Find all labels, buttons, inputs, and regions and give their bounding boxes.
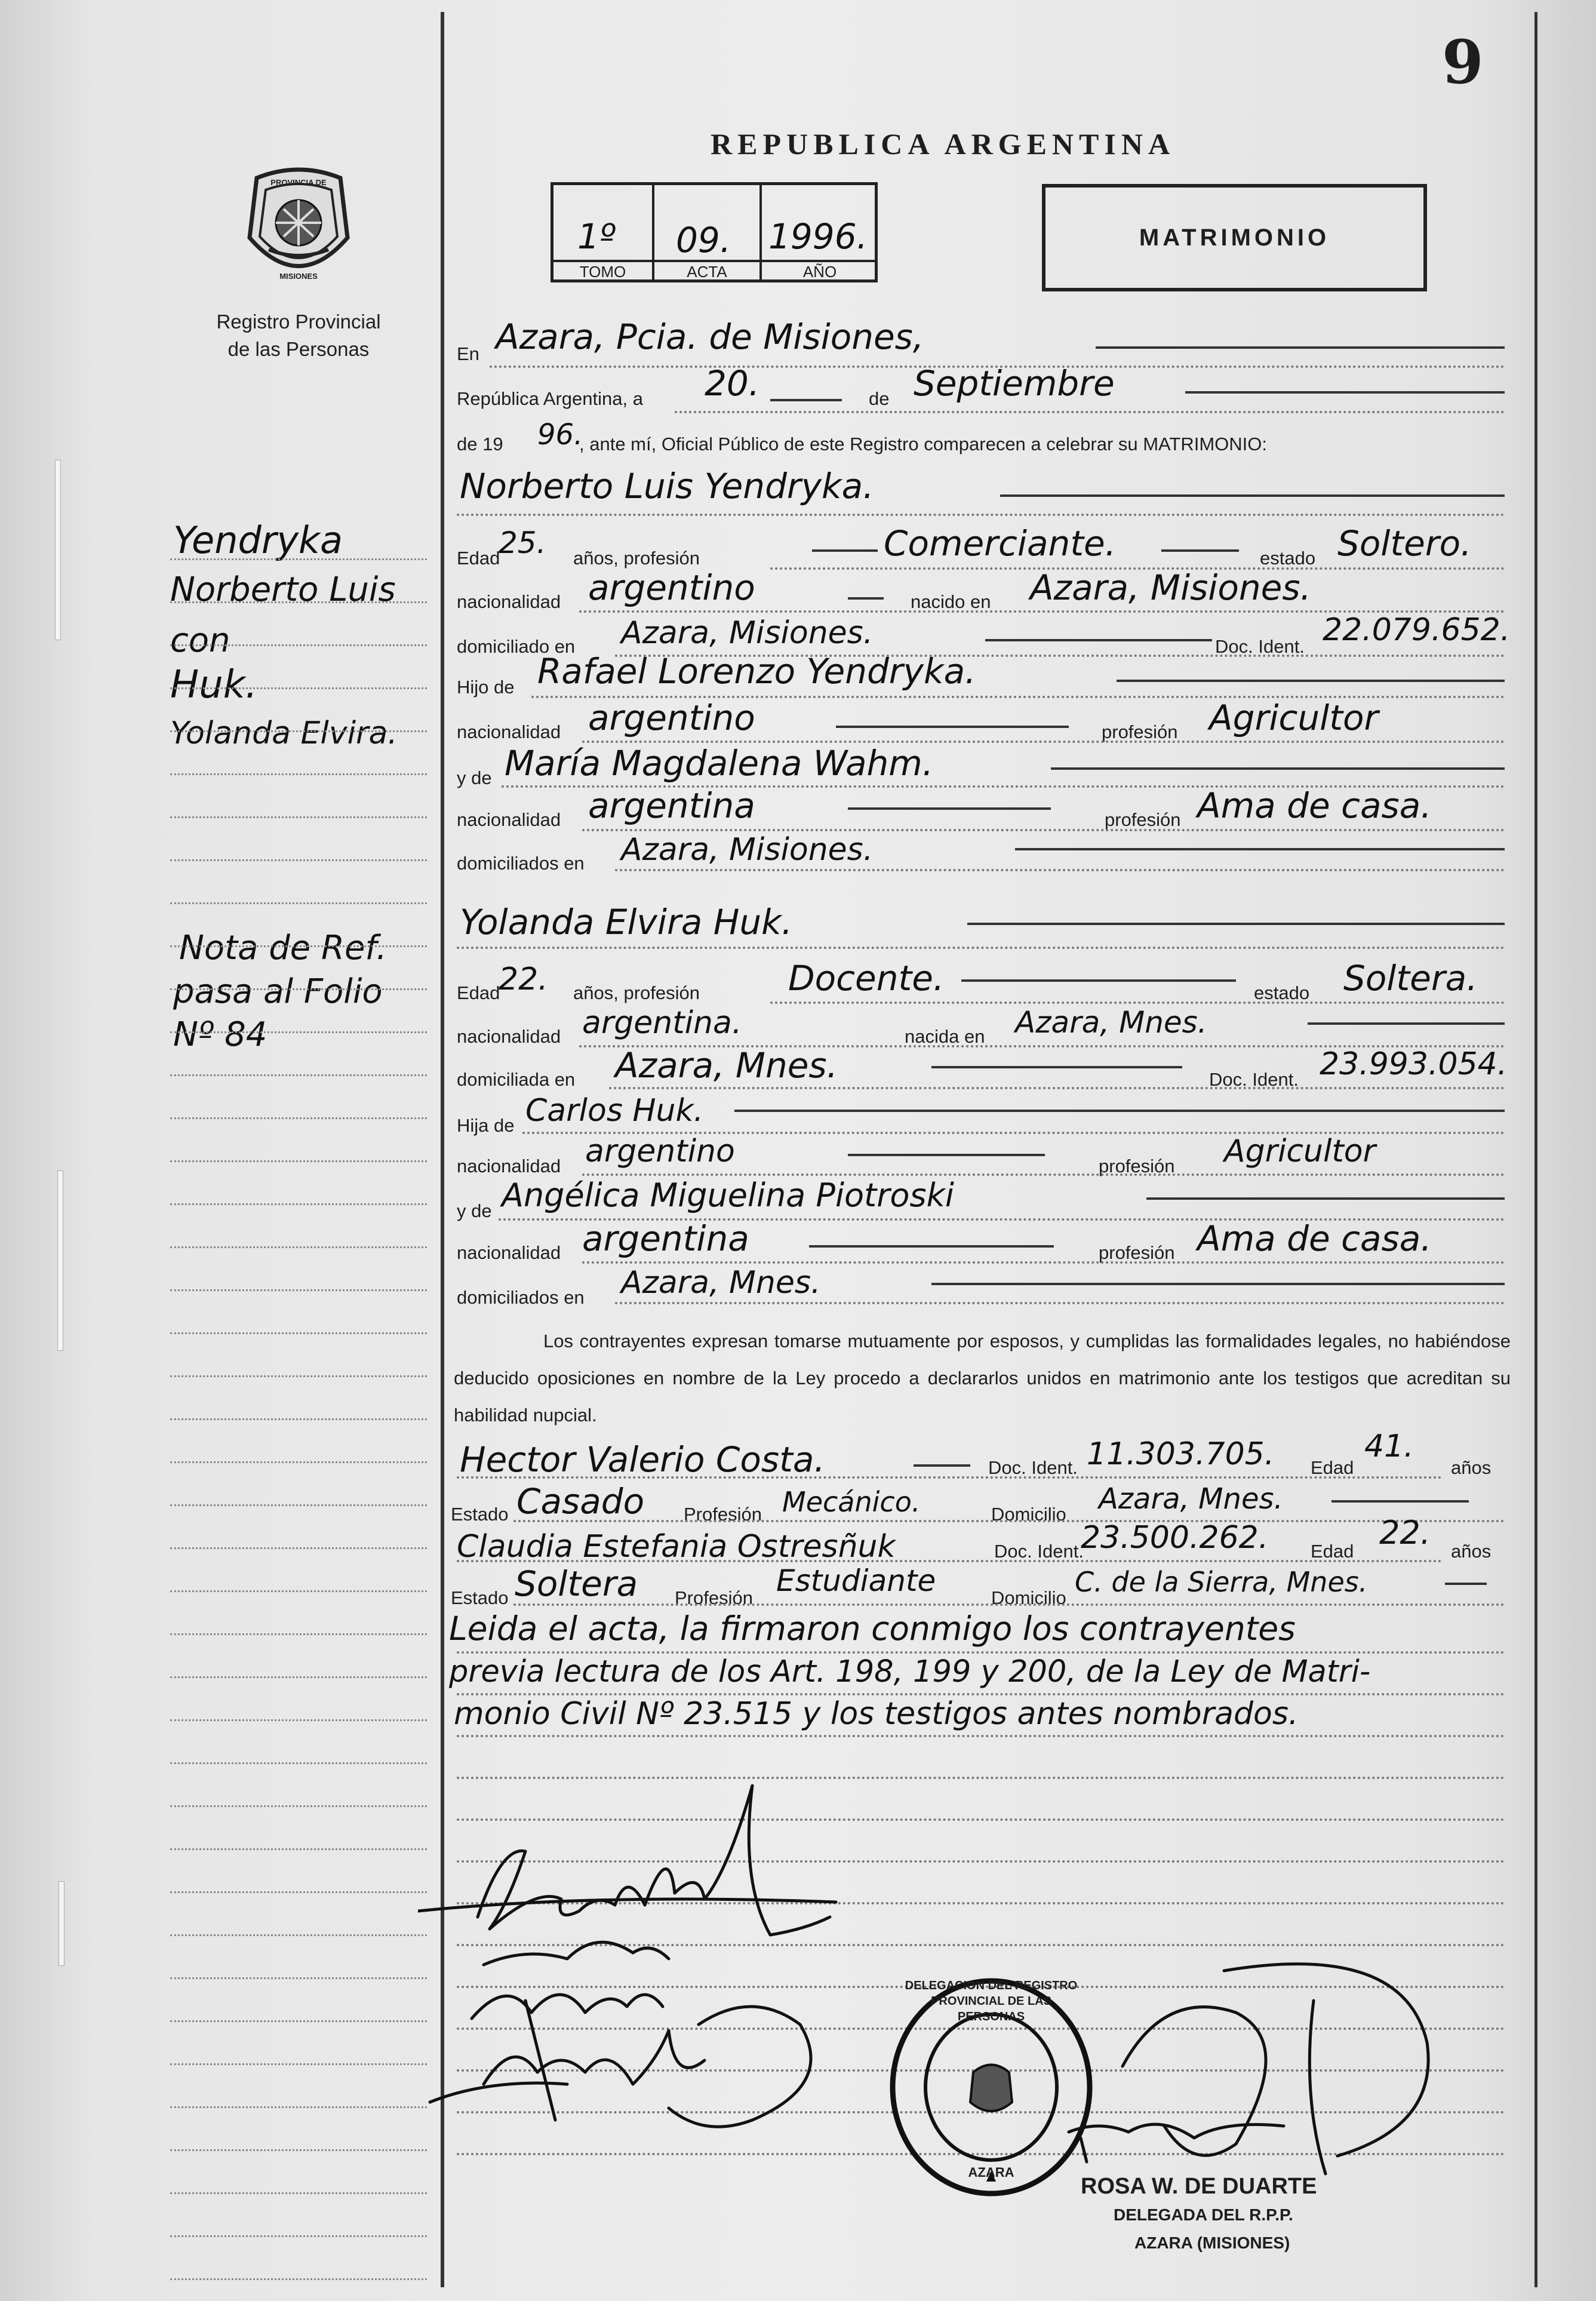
stamp-ring-text: DELEGACION DEL REGISTRO PROVINCIAL DE LAS PERSONAS bbox=[905, 1979, 1078, 2023]
rule bbox=[457, 1476, 1442, 1479]
rule bbox=[513, 1520, 1505, 1522]
bride-mother-nationality: argentina bbox=[582, 1218, 749, 1259]
margin-bride-names: Yolanda Elvira. bbox=[170, 715, 398, 751]
ano-value: 1996. bbox=[768, 216, 868, 257]
rule bbox=[848, 807, 1051, 810]
witness2-domicile: C. de la Sierra, Mnes. bbox=[1075, 1566, 1368, 1598]
margin-rule bbox=[170, 1676, 427, 1678]
margin-rule bbox=[170, 1934, 427, 1936]
rule bbox=[848, 597, 884, 600]
closing-line-3: monio Civil Nº 23.515 y los testigos antes nombrados. bbox=[454, 1696, 1299, 1732]
act-place: Azara, Pcia. de Misiones, bbox=[496, 317, 924, 357]
rule bbox=[457, 1651, 1505, 1654]
margin-rule bbox=[170, 1375, 427, 1377]
margin-rule bbox=[170, 2192, 427, 2194]
official-title: DELEGADA DEL R.P.P. bbox=[1114, 2205, 1293, 2224]
margin-rule bbox=[170, 1762, 427, 1764]
margin-con: con bbox=[170, 621, 230, 660]
declaration-text: Los contrayentes expresan tomarse mutuamente por esposos, y cumplidas las formalidades legales, no habiéndose deducido oposiciones en nombre de la Ley procedo a declararlos unidos en matrimonio ante los testigos que acreditan su habilidad nupcial. bbox=[454, 1331, 1511, 1426]
bride-born: Azara, Mnes. bbox=[1015, 1005, 1207, 1040]
rule bbox=[457, 1693, 1505, 1695]
acta-value: 09. bbox=[676, 220, 731, 260]
bride-name: Yolanda Elvira Huk. bbox=[460, 902, 793, 942]
witness2-doc-label: Doc. Ident. bbox=[994, 1541, 1084, 1562]
margin-rule bbox=[170, 1805, 427, 1807]
groom-parents-dom-label: domiciliados en bbox=[457, 853, 585, 874]
witness2-name: Claudia Estefania Ostresñuk bbox=[457, 1529, 896, 1565]
bride-profession-label: años, profesión bbox=[573, 982, 700, 1003]
official-name: ROSA W. DE DUARTE bbox=[1081, 2174, 1317, 2199]
margin-rule bbox=[170, 1117, 427, 1119]
seal-text-top: PROVINCIA DE bbox=[270, 178, 327, 187]
groom-and-label: y de bbox=[457, 767, 492, 788]
groom-mother-nat-label: nacionalidad bbox=[457, 809, 561, 830]
margin-rule bbox=[170, 601, 427, 603]
groom-nationality: argentino bbox=[588, 567, 755, 608]
seal-text-bottom: MISIONES bbox=[279, 272, 318, 281]
country-title: REPUBLICA ARGENTINA bbox=[711, 127, 1176, 161]
binding-thread bbox=[57, 1171, 63, 1351]
bride-father-nat-label: nacionalidad bbox=[457, 1156, 561, 1176]
bride-born-label: nacida en bbox=[905, 1026, 985, 1047]
margin-rule bbox=[170, 1418, 427, 1420]
groom-status: Soltero. bbox=[1337, 523, 1472, 564]
closing-line-2: previa lectura de los Art. 198, 199 y 200, de la Ley de Matri- bbox=[449, 1654, 1371, 1689]
binding-thread bbox=[59, 1881, 64, 1966]
margin-rule bbox=[170, 1848, 427, 1850]
margin-rule bbox=[170, 816, 427, 818]
act-intro-text: , ante mí, Oficial Público de este Registro comparecen a celebrar su MATRIMONIO: bbox=[579, 434, 1268, 454]
witness1-doc: 11.303.705. bbox=[1087, 1436, 1275, 1472]
rule bbox=[931, 1283, 1505, 1285]
witness2-dom-label: Domicilio bbox=[991, 1587, 1066, 1608]
margin-rule bbox=[170, 988, 427, 990]
witness2-signature bbox=[484, 2030, 705, 2084]
margin-rule bbox=[170, 1332, 427, 1334]
groom-born-label: nacido en bbox=[911, 591, 991, 612]
bride-nationality: argentina. bbox=[582, 1005, 742, 1041]
margin-bride-surname: Huk. bbox=[170, 663, 258, 707]
groom-doc-label: Doc. Ident. bbox=[1215, 636, 1305, 657]
rule bbox=[961, 979, 1236, 982]
groom-domicile-label: domiciliado en bbox=[457, 636, 576, 657]
bride-mother: Angélica Miguelina Piotroski bbox=[502, 1176, 954, 1214]
margin-rule bbox=[170, 1203, 427, 1205]
registry-line-1: Registro Provincial bbox=[216, 311, 381, 333]
bride-father-prof-label: profesión bbox=[1099, 1156, 1175, 1176]
bride-status: Soltera. bbox=[1343, 958, 1478, 999]
margin-rule bbox=[170, 1246, 427, 1248]
witness1-age-label: Edad bbox=[1311, 1457, 1354, 1478]
bride-mother-nat-label: nacionalidad bbox=[457, 1242, 561, 1263]
margin-rule bbox=[170, 2149, 427, 2151]
rule bbox=[770, 1001, 1505, 1004]
rule bbox=[967, 923, 1505, 925]
bride-father: Carlos Huk. bbox=[525, 1093, 704, 1129]
groom-parents-domicile: Azara, Misiones. bbox=[621, 832, 874, 868]
groom-signature bbox=[478, 1786, 830, 1935]
rule bbox=[513, 1603, 1505, 1606]
rule bbox=[582, 1261, 1505, 1264]
margin-rule bbox=[170, 687, 427, 689]
witness2-age-label: Edad bbox=[1311, 1541, 1354, 1562]
rule bbox=[985, 639, 1212, 641]
year-prefix: de 19 bbox=[457, 434, 503, 454]
rule bbox=[1308, 1022, 1505, 1025]
record-box bbox=[551, 182, 878, 282]
rule bbox=[457, 947, 1505, 949]
groom-profession-label: años, profesión bbox=[573, 548, 700, 569]
bride-child-label: Hija de bbox=[457, 1115, 515, 1136]
witness1-dom-label: Domicilio bbox=[991, 1504, 1066, 1525]
act-year-suffix: 96. bbox=[537, 418, 583, 451]
acta-label: ACTA bbox=[687, 263, 727, 281]
margin-rule bbox=[170, 1977, 427, 1979]
rule bbox=[1117, 680, 1505, 682]
margin-rule bbox=[170, 2063, 427, 2065]
margin-rule bbox=[170, 945, 427, 947]
margin-rule bbox=[170, 1504, 427, 1506]
witness1-profession: Mecánico. bbox=[782, 1486, 921, 1518]
bride-parents-dom-label: domiciliados en bbox=[457, 1287, 585, 1308]
rule bbox=[1185, 391, 1505, 394]
witness1-doc-label: Doc. Ident. bbox=[988, 1457, 1078, 1478]
rule bbox=[1000, 494, 1505, 497]
rule bbox=[848, 1154, 1045, 1156]
act-month: Septiembre bbox=[914, 363, 1115, 404]
witness2-years-label: años bbox=[1451, 1541, 1492, 1562]
rule bbox=[457, 1735, 1505, 1737]
margin-ref-note-2: pasa al Folio bbox=[173, 972, 383, 1011]
margin-rule bbox=[170, 902, 427, 904]
margin-rule bbox=[170, 1719, 427, 1721]
groom-age: 25. bbox=[499, 526, 546, 560]
groom-name: Norberto Luis Yendryka. bbox=[460, 466, 874, 506]
witness1-domicile: Azara, Mnes. bbox=[1099, 1482, 1283, 1516]
rule bbox=[1161, 549, 1239, 552]
rule bbox=[734, 1110, 1505, 1112]
margin-given-names: Norberto Luis bbox=[170, 570, 396, 609]
margin-rule bbox=[170, 1461, 427, 1463]
groom-father: Rafael Lorenzo Yendryka. bbox=[537, 651, 976, 692]
witness2-doc: 23.500.262. bbox=[1081, 1520, 1269, 1556]
rule bbox=[615, 869, 1505, 871]
rule bbox=[675, 411, 1505, 413]
groom-father-profession: Agricultor bbox=[1209, 698, 1379, 738]
groom-domicile: Azara, Misiones. bbox=[621, 615, 874, 651]
closing-line-1: Leida el acta, la firmaron conmigo los contrayentes bbox=[449, 1609, 1296, 1648]
groom-mother: María Magdalena Wahm. bbox=[505, 743, 934, 784]
margin-surname: Yendryka bbox=[173, 518, 343, 562]
rule bbox=[582, 829, 1505, 831]
groom-nationality-label: nacionalidad bbox=[457, 591, 561, 612]
rule bbox=[770, 399, 842, 401]
margin-rule bbox=[170, 2106, 427, 2108]
page-number: 9 bbox=[1442, 27, 1484, 97]
rule bbox=[615, 1302, 1505, 1304]
rule bbox=[1096, 346, 1505, 349]
groom-mother-nationality: argentina bbox=[588, 785, 755, 826]
margin-rule bbox=[170, 1633, 427, 1635]
margin-ref-note-1: Nota de Ref. bbox=[179, 929, 387, 967]
margin-rule bbox=[170, 2020, 427, 2022]
bride-doc: 23.993.054. bbox=[1320, 1046, 1508, 1082]
bride-and-label: y de bbox=[457, 1200, 492, 1221]
act-day: 20. bbox=[705, 363, 760, 404]
groom-profession: Comerciante. bbox=[884, 523, 1117, 564]
groom-father-nationality: argentino bbox=[588, 698, 755, 738]
rule bbox=[582, 1173, 1505, 1176]
bride-age-label: Edad bbox=[457, 982, 500, 1003]
groom-born: Azara, Misiones. bbox=[1030, 567, 1311, 608]
witness1-age: 41. bbox=[1364, 1428, 1414, 1464]
bride-domicile-label: domiciliada en bbox=[457, 1069, 576, 1090]
bride-mother-profession: Ama de casa. bbox=[1197, 1218, 1432, 1259]
record-type-box bbox=[1042, 184, 1427, 291]
right-margin-line bbox=[1535, 12, 1537, 2287]
margin-rule bbox=[170, 1891, 427, 1893]
margin-rule bbox=[170, 1289, 427, 1291]
witness1-name: Hector Valerio Costa. bbox=[460, 1439, 825, 1480]
rule bbox=[1015, 848, 1505, 850]
margin-rule bbox=[170, 1074, 427, 1076]
witness1-years-label: años bbox=[1451, 1457, 1492, 1478]
witness2-profession: Estudiante bbox=[776, 1563, 936, 1598]
margin-rule bbox=[170, 2278, 427, 2280]
groom-doc: 22.079.652. bbox=[1323, 612, 1511, 648]
rule bbox=[457, 514, 1505, 516]
groom-age-label: Edad bbox=[457, 548, 500, 569]
groom-child-label: Hijo de bbox=[457, 677, 515, 698]
ano-label: AÑO bbox=[802, 263, 837, 281]
bride-nationality-label: nacionalidad bbox=[457, 1026, 561, 1047]
margin-rule bbox=[170, 730, 427, 732]
bride-father-nationality: argentino bbox=[585, 1133, 735, 1169]
rule bbox=[1445, 1583, 1487, 1585]
margin-rule bbox=[170, 773, 427, 775]
rule bbox=[1331, 1500, 1469, 1503]
official-place: AZARA (MISIONES) bbox=[1134, 2234, 1290, 2252]
tomo-label: TOMO bbox=[579, 263, 626, 281]
witness1-signature bbox=[472, 1995, 663, 2019]
margin-rule bbox=[170, 1547, 427, 1549]
witness1-prof-label: Profesión bbox=[684, 1504, 762, 1525]
en-label: En bbox=[457, 343, 479, 364]
rule bbox=[1146, 1197, 1505, 1200]
binding-thread bbox=[55, 460, 61, 640]
margin-rule bbox=[170, 859, 427, 861]
witness1-status-label: Estado bbox=[451, 1504, 509, 1525]
bride-profession: Docente. bbox=[788, 958, 945, 999]
margin-rule bbox=[170, 644, 427, 646]
groom-mother-profession: Ama de casa. bbox=[1197, 785, 1432, 826]
margin-ref-note-3: Nº 84 bbox=[173, 1015, 267, 1054]
margin-rule bbox=[170, 1160, 427, 1162]
de-label: de bbox=[869, 388, 890, 409]
rule bbox=[1051, 767, 1505, 770]
rule bbox=[609, 1087, 1505, 1089]
witness2-status-label: Estado bbox=[451, 1587, 509, 1608]
rule bbox=[836, 726, 1069, 728]
groom-status-label: estado bbox=[1260, 548, 1316, 569]
margin-rule bbox=[170, 1031, 427, 1033]
republica-label: República Argentina, a bbox=[457, 388, 643, 409]
bride-signature bbox=[484, 1942, 669, 1965]
witness2-age: 22. bbox=[1379, 1514, 1431, 1552]
bride-mother-prof-label: profesión bbox=[1099, 1242, 1175, 1263]
bride-domicile: Azara, Mnes. bbox=[615, 1045, 838, 1086]
tomo-value: 1º bbox=[577, 216, 616, 257]
margin-rule bbox=[170, 558, 427, 560]
bride-parents-domicile: Azara, Mnes. bbox=[621, 1265, 821, 1301]
bride-status-label: estado bbox=[1254, 982, 1310, 1003]
margin-rule bbox=[170, 1590, 427, 1592]
rule bbox=[812, 549, 878, 552]
bride-doc-label: Doc. Ident. bbox=[1209, 1069, 1299, 1090]
bride-father-profession: Agricultor bbox=[1224, 1133, 1376, 1169]
groom-mother-prof-label: profesión bbox=[1105, 809, 1181, 830]
witness2-prof-label: Profesión bbox=[675, 1587, 753, 1608]
rule bbox=[931, 1066, 1182, 1068]
bride-age: 22. bbox=[499, 961, 548, 997]
rule bbox=[809, 1245, 1054, 1248]
record-type-label: MATRIMONIO bbox=[1139, 224, 1330, 251]
stamp-place: AZARA bbox=[968, 2165, 1014, 2180]
registry-line-2: de las Personas bbox=[227, 338, 370, 360]
groom-father-prof-label: profesión bbox=[1102, 721, 1178, 742]
rule bbox=[914, 1464, 970, 1467]
margin-rule bbox=[170, 2235, 427, 2237]
witness2-status: Soltera bbox=[515, 1563, 638, 1604]
witness1-status: Casado bbox=[516, 1481, 645, 1522]
rule bbox=[457, 1560, 1442, 1562]
groom-father-nat-label: nacionalidad bbox=[457, 721, 561, 742]
